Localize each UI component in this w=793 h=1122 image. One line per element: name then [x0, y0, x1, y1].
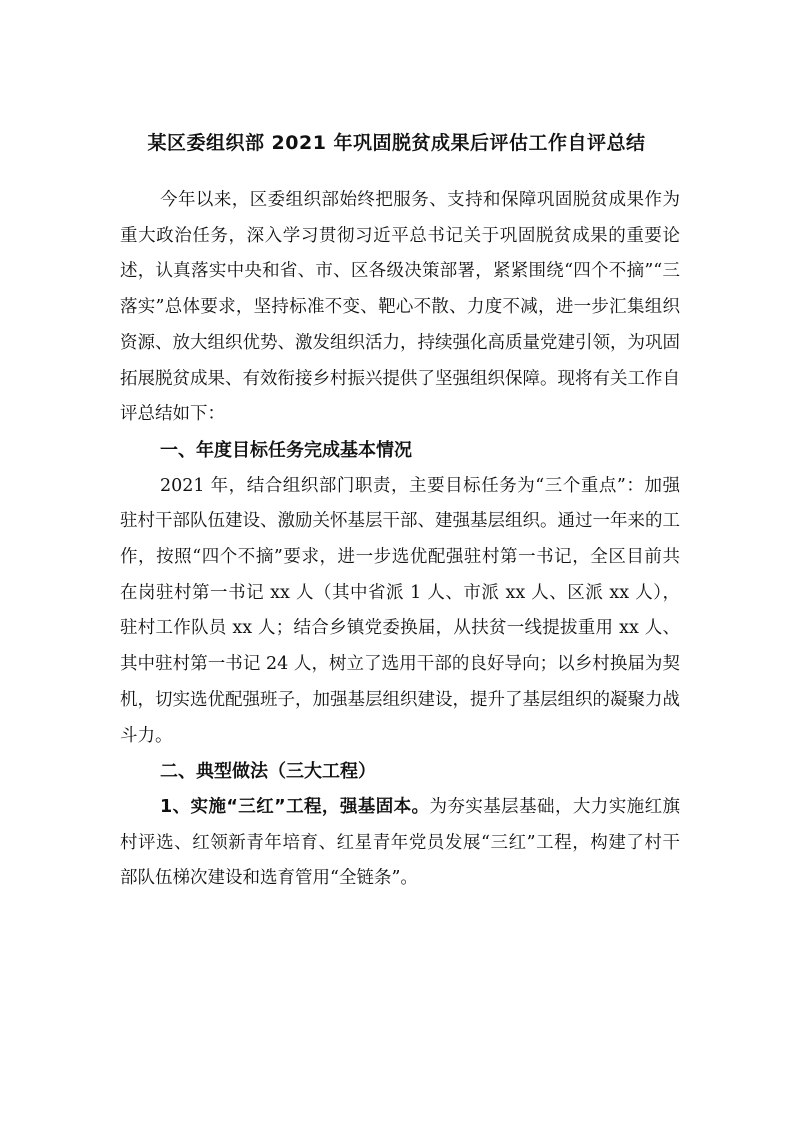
document-title: 某区委组织部 2021 年巩固脱贫成果后评估工作自评总结 — [147, 132, 646, 154]
section-1-heading: 一、年度目标任务完成基本情况 — [160, 439, 412, 461]
section-2-heading: 二、典型做法（三大工程） — [160, 761, 376, 783]
section-2-item-1-lead: 1、实施“三红”工程，强基固本。 — [160, 796, 430, 817]
section-2-item-1-paragraph — [120, 790, 680, 897]
intro-paragraph: 今年以来，区委组织部始终把服务、支持和保障巩固脱贫成果作为重大政治任务，深入学习贯彻习近平总书记关于巩固脱贫成果的重要论述，认真落实中央和省、市、区各级决策部署，紧紧围绕“四个不摘”“三落实”总体要求，坚持标准不变、靶心不散、力度不减，进一步汇集组织资源、放大组织优势、激发组织活力，持续强化高质量党建引领，为巩固拓展脱贫成果、有效衔接乡村振兴提供了坚强组织保障。现将有关工作自评总结如下： — [120, 190, 680, 425]
document-body — [120, 183, 680, 897]
section-2-item-1-body: 为夯实基层基础，大力实施红旗村评选、红领新青年培育、红星青年党员发展“三红”工程，构建了村干部队伍梯次建设和选育管用“全链条”。 — [120, 796, 681, 889]
section-1-paragraph: 2021 年，结合组织部门职责，主要目标任务为“三个重点”：加强驻村干部队伍建设、激励关怀基层干部、建强基层组织。通过一年来的工作，按照“四个不摘”要求，进一步选优配强驻村第一书记，全区目前共在岗驻村第一书记 xx 人（其中省派 1 人、市派 xx 人、区派 xx 人），驻村工作队员 xx 人；结合乡镇党委换届，从扶贫一线提拔重用 xx 人、其中驻村第一书记 24 人，树立了选用干部的良好导向；以乡村换届为契机，切实选优配强班子，加强基层组织建设，提升了基层组织的凝聚力战斗力。 — [120, 475, 680, 746]
